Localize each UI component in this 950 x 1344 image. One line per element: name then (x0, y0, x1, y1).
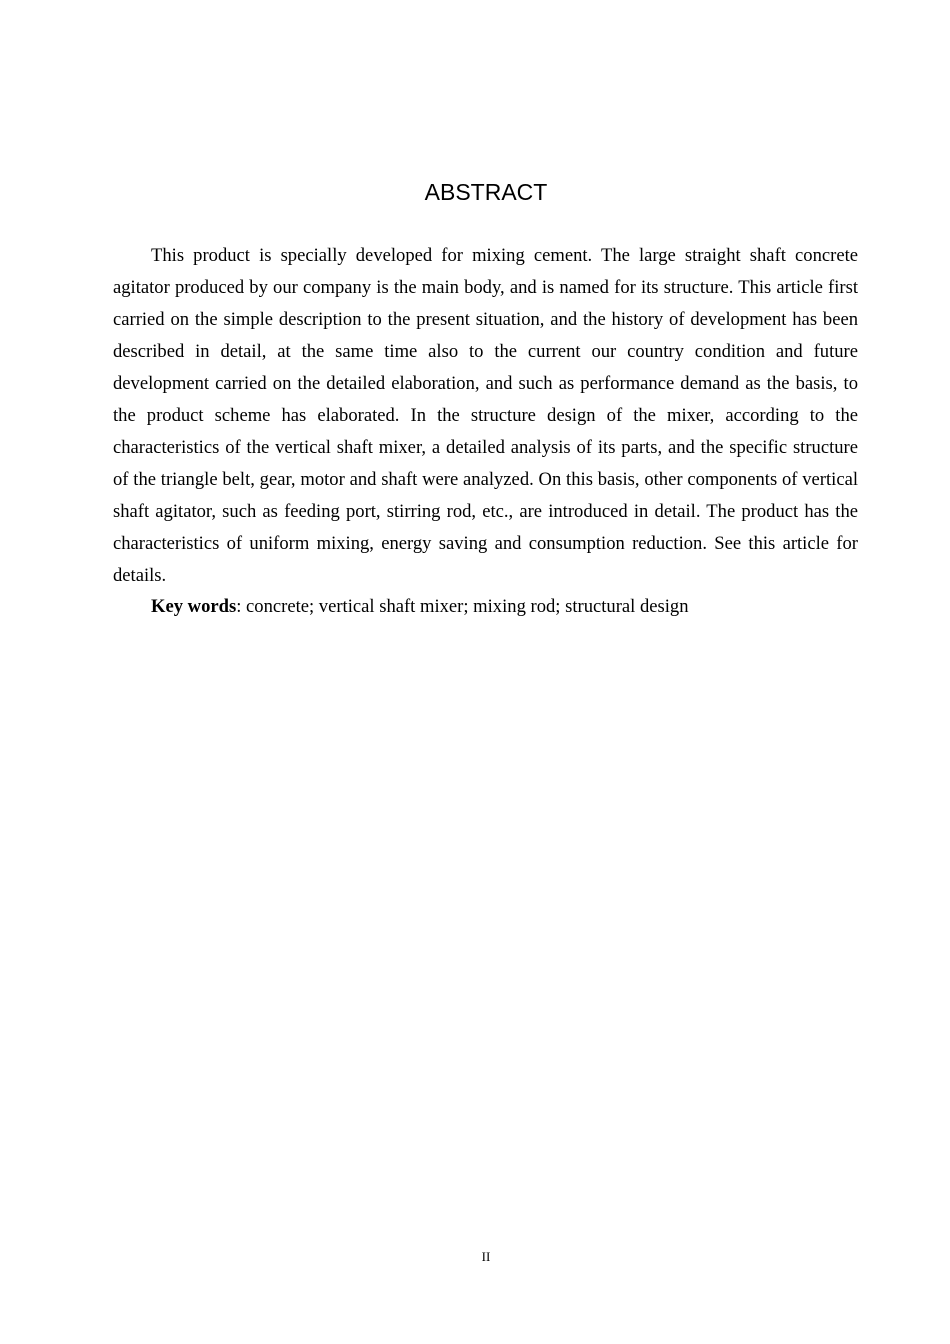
page-title: ABSTRACT (424, 179, 548, 205)
abstract-body: This product is specially developed for mixing cement. The large straight shaft concrete agitator produced by our company is the main body, and is named for its structure. This article first carried on the simple description to the present situation, and the history of development has been described in detail, at the same time also to the current our country condition and future development carried on the detailed elaboration, and such as performance demand as the basis, to the product scheme has elaborated. In the structure design of the mixer, according to the characteristics of the vertical shaft mixer, a detailed analysis of its parts, and the specific structure of the triangle belt, gear, motor and shaft were analyzed. On this basis, other components of vertical shaft agitator, such as feeding port, stirring rod, etc., are introduced in detail. The product has the characteristics of uniform mixing, energy saving and consumption reduction. See this article for details. (113, 245, 858, 586)
page-number: II (481, 1249, 491, 1264)
keywords-text: : concrete; vertical shaft mixer; mixing rod; structural design (236, 596, 689, 617)
keywords-line (113, 591, 858, 623)
keywords-label: Key words (151, 596, 237, 617)
